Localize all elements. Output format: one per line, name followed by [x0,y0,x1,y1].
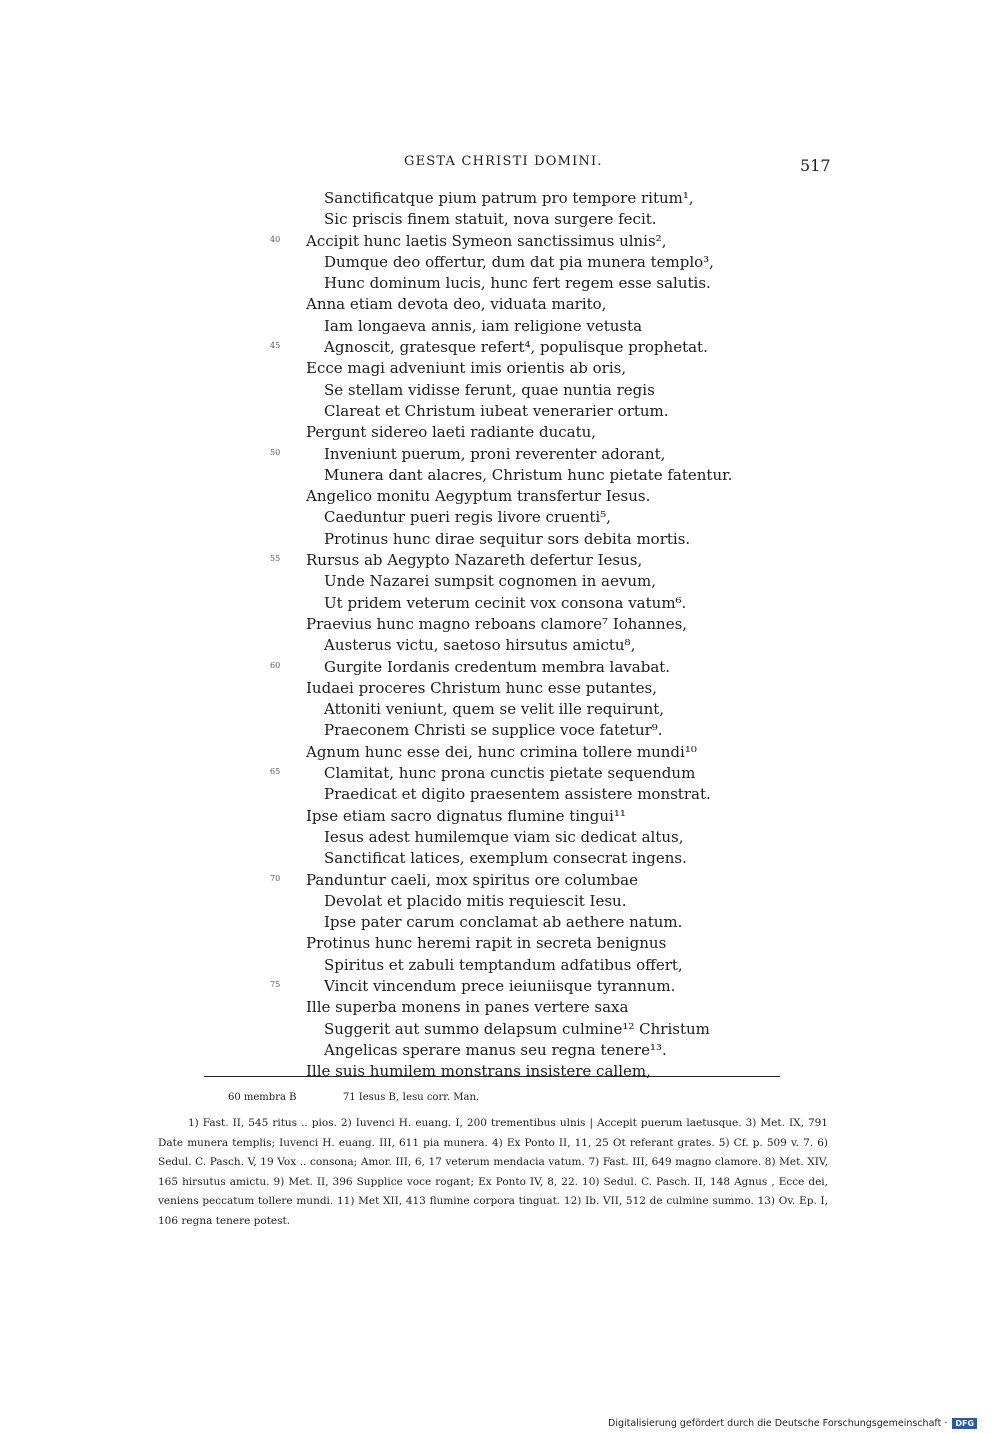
apparatus-entry: 71 Iesus B, Iesu corr. Man. [342,1092,480,1103]
verse-text: Sanctificatque pium patrum pro tempore ritum¹, [324,189,694,207]
page-number: 517 [800,156,831,175]
verse-text: Dumque deo offertur, dum dat pia munera templo³, [324,252,714,271]
verse-line [306,593,846,614]
verse-text: Inveniunt puerum, proni reverenter adorant, [324,444,666,463]
line-number: 65 [270,767,281,777]
verse-line [306,401,846,422]
verse-text: Anna etiam devota deo, viduata marito, [306,295,607,314]
verse-text: Agnum hunc esse dei, hunc crimina tollere mundi¹⁰ [306,742,697,761]
line-number: 60 [270,660,281,670]
verse-line [306,678,846,699]
verse-line [306,358,846,379]
verse-line [270,550,846,571]
funding-credit [608,1418,977,1429]
verse-line [306,294,846,315]
line-number: 50 [270,447,281,457]
dfg-logo-icon: DFG [952,1418,977,1429]
verse-line [306,422,846,443]
verse-line [306,806,846,827]
line-number: 70 [270,873,281,883]
verse-text: Ecce magi adveniunt imis orientis ab oris, [306,359,627,378]
verse-text: Spiritus et zabuli temptandum adfatibus offert, [324,955,683,974]
footnotes [158,1114,828,1231]
verse-line [270,763,846,784]
verse-text: Sic priscis finem statuit, nova surgere fecit. [324,210,657,229]
verse-text: Munera dant alacres, Christum hunc pietate fatentur. [324,465,733,484]
verse-text: Ipse pater carum conclamat ab aethere natum. [324,913,683,932]
verse-line [306,614,846,635]
verse-text: Praedicat et digito praesentem assistere monstrat. [324,785,711,804]
verse-text: Iudaei proceres Christum hunc esse putantes, [306,678,657,697]
verse-text: Austerus victu, saetoso hirsutus amictu⁸, [324,636,636,655]
verse-line [306,507,846,528]
verse-line [306,933,846,954]
verse-text: Ut pridem veterum cecinit vox consona vatum⁶. [324,593,687,612]
verse-line [306,784,846,805]
verse-text: Gurgite Iordanis credentum membra lavabat. [324,657,671,676]
verse-text: Se stellam vidisse ferunt, quae nuntia regis [324,380,655,399]
verse-text: Protinus hunc heremi rapit in secreta benignus [306,934,667,953]
verse-text: Praeconem Christi se supplice voce fatetur⁹. [324,721,663,740]
verse-text: Ille suis humilem monstrans insistere callem, [306,1062,651,1081]
line-number: 40 [270,234,281,244]
verse-line [306,891,846,912]
verse-text: Praevius hunc magno reboans clamore⁷ Iohannes, [306,614,688,633]
verse-line [306,486,846,507]
verse-line [306,1019,846,1040]
footnote-text: 1) Fast. II, 545 ritus .. pios. 2) Iuvenci H. euang. I, 200 trementibus ulnis | Accepit puerum laetusque. 3) Met. IX, 791 Date munera templis; Iuvenci H. euang. III, 611 pia munera. 4) Ex Ponto II, 11, 25 Ot referant grates. 5) Cf. p. 509 v. 7. 6) Sedul. C. Pasch. V, 19 Vox .. consona; Amor. III, 6, 17 veterum mendacia vatum. 7) Fast. III, 649 magno clamore. 8) Met. XIV, 165 hirsutus amictu. 9) Met. II, 396 Supplice voce rogant; Ex Ponto IV, 8, 22. 10) Sedul. C. Pasch. II, 148 Agnus , Ecce dei, veniens peccatum tollere mundi. 11) Met XII, 413 flumine corpora tinguat. 12) Ib. VII, 512 de culmine summo. 13) Ov. Ep. I, 106 regna tenere potest. [158,1117,828,1227]
apparatus-entry: 60 membra B [228,1092,297,1103]
critical-apparatus [228,1092,479,1103]
verse-line [306,635,846,656]
verse-line [306,720,846,741]
verse-text: Caeduntur pueri regis livore cruenti⁵, [324,508,611,527]
verse-text: Suggerit aut summo delapsum culmine¹² Christum [324,1019,710,1038]
verse-text: Angelico monitu Aegyptum transfertur Iesus. [306,487,651,506]
verse-text: Angelicas sperare manus seu regna tenere¹³. [324,1040,667,1059]
verse-text: Clareat et Christum iubeat venerarier ortum. [324,401,669,420]
verse-text: Attoniti veniunt, quem se velit ille requirunt, [324,700,665,719]
verse-text: Protinus hunc dirae sequitur sors debita mortis. [324,529,691,548]
verse-text: Iam longaeva annis, iam religione vetusta [324,316,643,335]
verse-line [306,316,846,337]
verse-text: Unde Nazarei sumpsit cognomen in aevum, [324,572,656,591]
verse-text: Agnoscit, gratesque refert⁴, populisque prophetat. [324,338,708,357]
verse-text: Sanctificat latices, exemplum consecrat ingens. [324,849,687,868]
line-number: 55 [270,554,281,564]
verse-line [306,742,846,763]
verse-line [306,188,846,209]
credit-text: Digitalisierung gefördert durch die Deutsche Forschungsgemeinschaft · [608,1418,948,1429]
verse-line [306,912,846,933]
verse-line [306,955,846,976]
verse-text: Ille superba monens in panes vertere saxa [306,998,629,1017]
verse-text: Ipse etiam sacro dignatus flumine tingui¹¹ [306,806,626,825]
line-number: 45 [270,341,281,351]
verse-text: Panduntur caeli, mox spiritus ore columbae [306,870,639,889]
verse-line [306,827,846,848]
verse-line [306,1040,846,1061]
verse-line [270,444,846,465]
verse-text: Hunc dominum lucis, hunc fert regem esse salutis. [324,274,711,293]
verse-line [270,870,846,891]
verse-line [306,1061,846,1082]
verse-text: Vincit vincendum prece ieiuniisque tyrannum. [324,976,676,995]
line-number: 75 [270,979,281,989]
verse-text: Devolat et placido mitis requiescit Iesu. [324,891,627,910]
verse-line [270,657,846,678]
footnote-divider [204,1076,780,1077]
verse-text: Accipit hunc laetis Symeon sanctissimus ulnis², [306,231,667,250]
verse-line [306,273,846,294]
verse-line [306,380,846,401]
verse-line [270,337,846,358]
verse-text: Clamitat, hunc prona cunctis pietate sequendum [324,764,696,783]
verse-line [306,465,846,486]
verse-line [306,252,846,273]
verse-line [306,571,846,592]
verse-line [270,976,846,997]
verse-text: Rursus ab Aegypto Nazareth defertur Iesus, [306,551,643,570]
verse-line [306,699,846,720]
verse-text: Iesus adest humilemque viam sic dedicat altus, [324,827,684,846]
verse-text: Pergunt sidereo laeti radiante ducatu, [306,423,597,442]
verse-line [270,231,846,252]
verse-block [270,188,846,1082]
verse-line [306,997,846,1018]
verse-line [306,209,846,230]
running-head: GESTA CHRISTI DOMINI. [404,154,603,169]
verse-line [306,848,846,869]
verse-line [306,529,846,550]
